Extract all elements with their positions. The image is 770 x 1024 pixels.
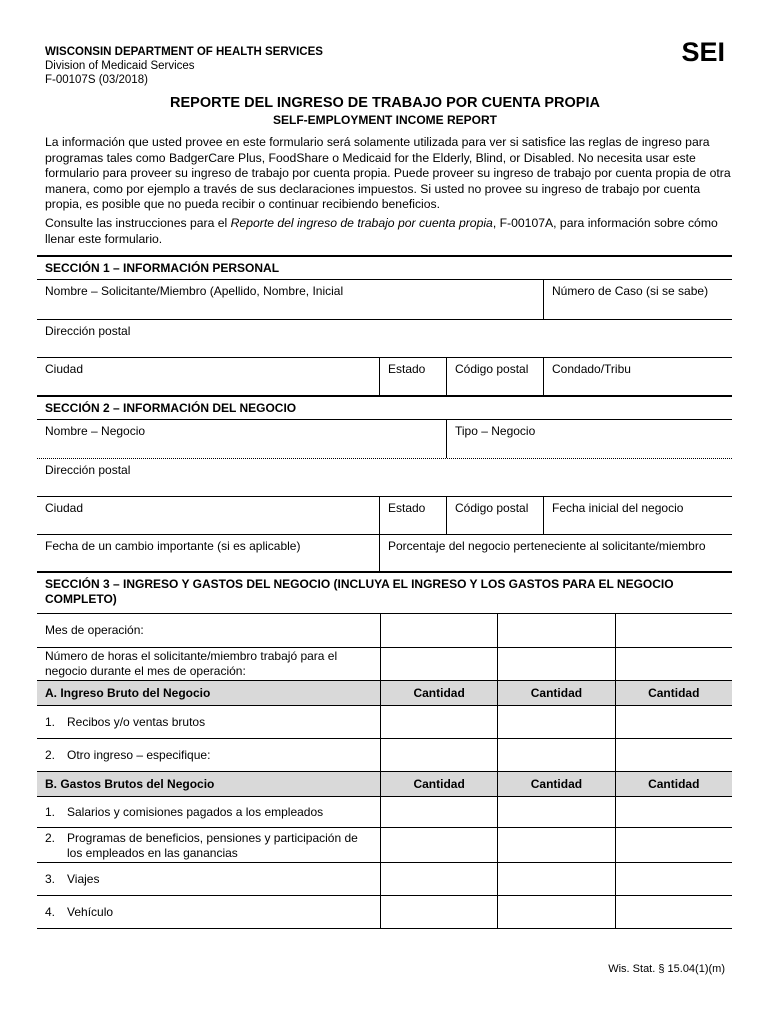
business-city-field[interactable]: Ciudad — [45, 501, 84, 515]
expense-label-3 — [37, 863, 380, 895]
expense-text-2: Programas de beneficios, pensiones y participación de los empleados en las ganancias — [67, 831, 358, 860]
hours-row — [37, 647, 732, 680]
income-2-cell-2[interactable] — [497, 739, 614, 771]
section-2-row-address — [37, 458, 732, 496]
expense-text-3: Viajes — [67, 871, 100, 886]
income-1-cell-3[interactable] — [615, 706, 732, 738]
expense-3-cell-1[interactable] — [380, 863, 497, 895]
section-2-heading: SECCIÓN 2 – INFORMACIÓN DEL NEGOCIO — [45, 401, 297, 415]
applicant-zip-field[interactable]: Código postal — [446, 358, 543, 396]
section-2 — [37, 395, 732, 572]
gross-expenses-heading: B. Gastos Brutos del Negocio — [45, 776, 215, 791]
agency-name: WISCONSIN DEPARTMENT OF HEALTH SERVICES — [45, 46, 323, 58]
case-number-field[interactable]: Número de Caso (si se sabe) — [543, 280, 732, 319]
amount-header-2: Cantidad — [497, 772, 614, 796]
expense-row-2 — [37, 827, 732, 862]
income-row-2 — [37, 738, 732, 771]
expense-label-2 — [37, 828, 380, 862]
income-1-cell-2[interactable] — [497, 706, 614, 738]
form-header — [45, 37, 735, 87]
change-date-field[interactable]: Fecha de un cambio importante (si es aplicable) — [45, 539, 301, 553]
row-number: 3. — [45, 871, 56, 886]
business-name-field[interactable]: Nombre – Negocio — [45, 424, 146, 438]
expense-4-cell-1[interactable] — [380, 896, 497, 928]
income-2-cell-1[interactable] — [380, 739, 497, 771]
business-zip-field[interactable]: Código postal — [446, 497, 543, 534]
expense-2-cell-1[interactable] — [380, 828, 497, 862]
income-2-cell-3[interactable] — [615, 739, 732, 771]
business-state-field[interactable]: Estado — [379, 497, 446, 534]
form-title: REPORTE DEL INGRESO DE TRABAJO POR CUENTA PROPIA — [170, 95, 600, 111]
applicant-name-field[interactable]: Nombre – Solicitante/Miembro (Apellido, Nombre, Inicial — [45, 284, 344, 298]
instructions-text-after: , F-00107A, para información sobre cómo llenar este formulario. — [45, 216, 718, 246]
gross-income-heading: A. Ingreso Bruto del Negocio — [45, 685, 211, 700]
instructions-text-before: Consulte las instrucciones para el — [45, 216, 231, 230]
expense-text-1: Salarios y comisiones pagados a los empleados — [67, 804, 324, 819]
section-2-row-change — [37, 534, 732, 572]
instructions-paragraph — [45, 216, 735, 247]
hours-label: Número de horas el solicitante/miembro trabajó para el negocio durante el mes de operación: — [45, 649, 338, 678]
expense-2-cell-3[interactable] — [615, 828, 732, 862]
amount-header-2: Cantidad — [497, 681, 614, 705]
section-1-row-name — [37, 279, 732, 319]
applicant-county-field[interactable]: Condado/Tribu — [543, 358, 732, 396]
row-number: 4. — [45, 904, 56, 919]
section-2-row-name — [37, 419, 732, 458]
expense-4-cell-3[interactable] — [615, 896, 732, 928]
month-cell-3[interactable] — [615, 614, 732, 647]
statute-reference: Wis. Stat. § 15.04(1)(m) — [608, 963, 725, 975]
expense-1-cell-1[interactable] — [380, 797, 497, 827]
amount-header-3: Cantidad — [615, 772, 732, 796]
month-cell-2[interactable] — [497, 614, 614, 647]
intro-paragraph: La información que usted provee en este formulario será solamente utilizada para ver si satisfice las reglas de ingreso para programas tales como BadgerCare Plus, FoodShare o Medicaid for the Elderly, Blind, or Disabled. No necesita usar este formulario para proveer su ingreso de trabajo por cuenta propia. Puede proveer su ingreso de trabajo por cuenta propia de otra manera, como por ejemplo a través de sus declaraciones impuestos. Si usted no provee su ingreso de trabajo por cuenta propia, es posible que no pueda recibir o continuar recibiendo beneficios. — [45, 135, 731, 211]
section-3 — [37, 571, 732, 929]
income-1-cell-1[interactable] — [380, 706, 497, 738]
division-name: Division of Medicaid Services — [45, 60, 195, 72]
gross-income-header-row — [37, 680, 732, 705]
business-type-field[interactable]: Tipo – Negocio — [446, 420, 732, 458]
amount-header-1: Cantidad — [380, 772, 497, 796]
income-row-1 — [37, 705, 732, 738]
row-number: 1. — [45, 714, 56, 729]
row-number: 1. — [45, 804, 56, 819]
month-label: Mes de operación: — [45, 623, 144, 637]
hours-cell-1[interactable] — [380, 648, 497, 680]
expense-label-1 — [37, 797, 380, 827]
expense-2-cell-2[interactable] — [497, 828, 614, 862]
business-start-date-field[interactable]: Fecha inicial del negocio — [543, 497, 732, 534]
business-address-field[interactable]: Dirección postal — [45, 463, 131, 477]
section-2-row-city — [37, 496, 732, 534]
row-number: 2. — [45, 747, 56, 762]
month-cell-1[interactable] — [380, 614, 497, 647]
income-label-2 — [37, 739, 380, 771]
income-text-2: Otro ingreso – especifique: — [67, 747, 211, 762]
form-subtitle: SELF-EMPLOYMENT INCOME REPORT — [272, 113, 497, 127]
section-1 — [37, 255, 732, 396]
ownership-percentage-field[interactable]: Porcentaje del negocio perteneciente al solicitante/miembro — [379, 535, 732, 572]
expense-4-cell-2[interactable] — [497, 896, 614, 928]
section-1-row-city — [37, 357, 732, 396]
gross-expenses-header-row — [37, 771, 732, 796]
form-code: SEI — [681, 37, 725, 67]
expense-1-cell-2[interactable] — [497, 797, 614, 827]
expense-1-cell-3[interactable] — [615, 797, 732, 827]
instructions-doc-title: Reporte del ingreso de trabajo por cuenta propia — [230, 216, 493, 230]
hours-cell-3[interactable] — [615, 648, 732, 680]
expense-label-4 — [37, 896, 380, 928]
hours-cell-2[interactable] — [497, 648, 614, 680]
expense-3-cell-2[interactable] — [497, 863, 614, 895]
form-number: F-00107S (03/2018) — [45, 74, 148, 86]
expense-row-4 — [37, 895, 732, 928]
expense-text-4: Vehículo — [67, 904, 114, 919]
applicant-state-field[interactable]: Estado — [379, 358, 446, 396]
row-number: 2. — [45, 831, 56, 845]
amount-header-3: Cantidad — [615, 681, 732, 705]
income-text-1: Recibos y/o ventas brutos — [67, 714, 206, 729]
expense-row-3 — [37, 862, 732, 895]
section-1-heading: SECCIÓN 1 – INFORMACIÓN PERSONAL — [45, 261, 280, 275]
section-3-heading: SECCIÓN 3 – INGRESO Y GASTOS DEL NEGOCIO (INCLUYA EL INGRESO Y LOS GASTOS PARA EL NEGOCIO COMPLETO) — [45, 577, 674, 606]
amount-header-1: Cantidad — [380, 681, 497, 705]
expense-row-1 — [37, 796, 732, 827]
expense-3-cell-3[interactable] — [615, 863, 732, 895]
applicant-city-field[interactable]: Ciudad — [45, 362, 84, 376]
applicant-address-field[interactable]: Dirección postal — [45, 324, 131, 338]
income-label-1 — [37, 706, 380, 738]
month-row — [37, 613, 732, 647]
section-1-row-address — [37, 319, 732, 357]
